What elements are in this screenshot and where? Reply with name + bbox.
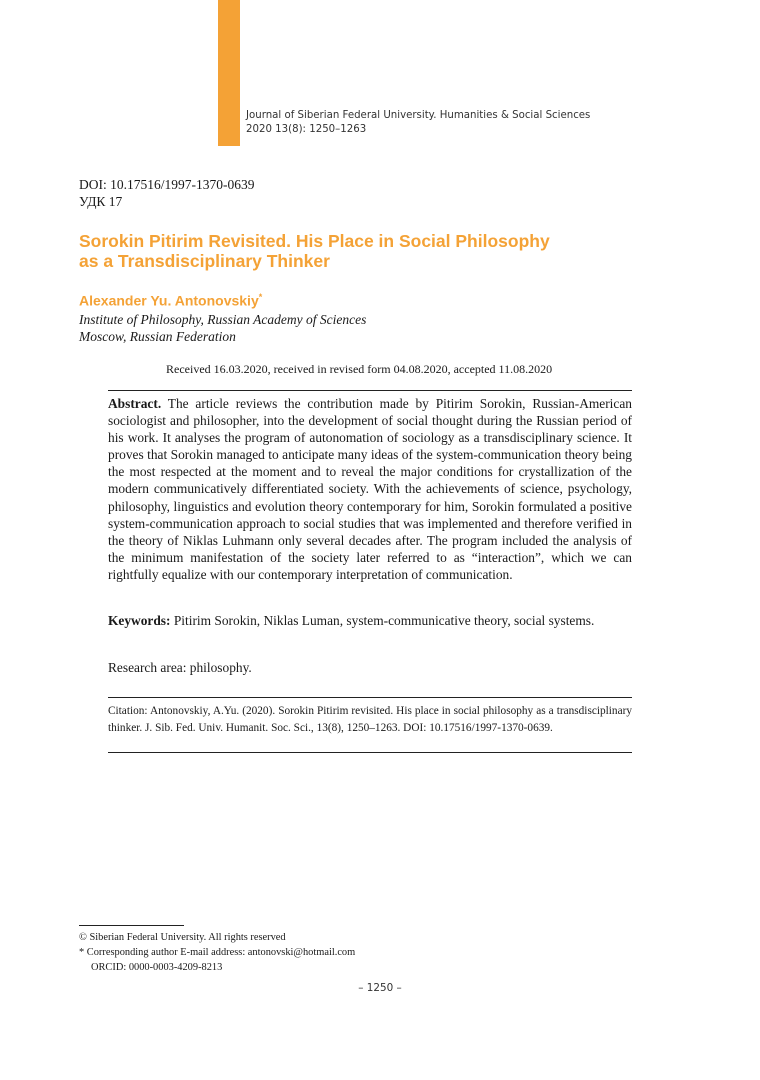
citation: Citation: Antonovskiy, A.Yu. (2020). Sorokin Pitirim revisited. His place in social philosophy as a transdisciplinary thinker. J. Sib. Fed. Univ. Humanit. Soc. Sci., 13(8), 1250–1263. DOI: 10.17516/1997-1370-0639. bbox=[108, 705, 632, 734]
journal-accent-bar bbox=[218, 0, 240, 146]
journal-header bbox=[246, 109, 590, 137]
received-dates: Received 16.03.2020, received in revised form 04.08.2020, accepted 11.08.2020 bbox=[166, 362, 553, 376]
affiliation bbox=[79, 311, 366, 345]
affiliation-location: Moscow, Russian Federation bbox=[79, 329, 236, 344]
article-title-line-1: Sorokin Pitirim Revisited. His Place in Social Philosophy bbox=[79, 231, 550, 251]
corresponding-author-note: * Corresponding author E-mail address: antonovski@hotmail.com bbox=[79, 947, 356, 959]
journal-issue: 2020 13(8): 1250–1263 bbox=[246, 124, 367, 135]
article-title-line-2: as a Transdisciplinary Thinker bbox=[79, 251, 330, 271]
footnotes bbox=[79, 930, 355, 976]
author-footnote-mark: * bbox=[258, 292, 263, 302]
abstract-label: Abstract. bbox=[108, 396, 162, 411]
citation-bottom-rule bbox=[108, 752, 632, 753]
footnote-rule bbox=[79, 925, 184, 926]
copyright-note: © Siberian Federal University. All rights reserved bbox=[79, 932, 286, 943]
author-name: Alexander Yu. Antonovskiy bbox=[79, 292, 259, 309]
article-title bbox=[79, 231, 639, 271]
article-meta bbox=[79, 176, 255, 210]
doi: DOI: 10.17516/1997-1370-0639 bbox=[79, 177, 255, 192]
author bbox=[79, 292, 262, 309]
page-number: – 1250 – bbox=[358, 982, 402, 994]
udk: УДК 17 bbox=[79, 194, 123, 209]
keywords bbox=[108, 612, 632, 629]
keywords-text: Pitirim Sorokin, Niklas Luman, system-communicative theory, social systems. bbox=[173, 613, 595, 628]
journal-name: Journal of Siberian Federal University. Humanities & Social Sciences bbox=[246, 110, 591, 121]
orcid-note: ORCID: 0000-0003-4209-8213 bbox=[91, 962, 223, 974]
abstract bbox=[108, 395, 632, 583]
affiliation-institute: Institute of Philosophy, Russian Academy of Sciences bbox=[79, 312, 367, 327]
keywords-label: Keywords: bbox=[108, 613, 171, 628]
abstract-text: The article reviews the contribution made by Pitirim Sorokin, Russian-American sociologist and philosopher, into the development of social thought during the Russian period of his work. It analyses the program of autonomation of sociology as a transdisciplinary science. It proves that Sorokin managed to anticipate many ideas of the system-communication theory being the most respected at the moment and to reveal the major conditions for crystallization of the modern communicatively differentiated society. With the achievements of science, psychology, philosophy, linguistics and evolution theory contemporary for him, Sorokin formulated a positive system-communication approach to social studies that was implemented and therefore verified in the theory of Niklas Luhmann only several decades after. The program included the analysis of the minimum manifestation of the society later referred to as “interaction”, which we can rightfully equalize with our contemporary interpretation of communication. bbox=[108, 396, 632, 582]
research-area: Research area: philosophy. bbox=[108, 660, 252, 675]
citation-top-rule bbox=[108, 697, 632, 698]
abstract-top-rule bbox=[108, 390, 632, 391]
